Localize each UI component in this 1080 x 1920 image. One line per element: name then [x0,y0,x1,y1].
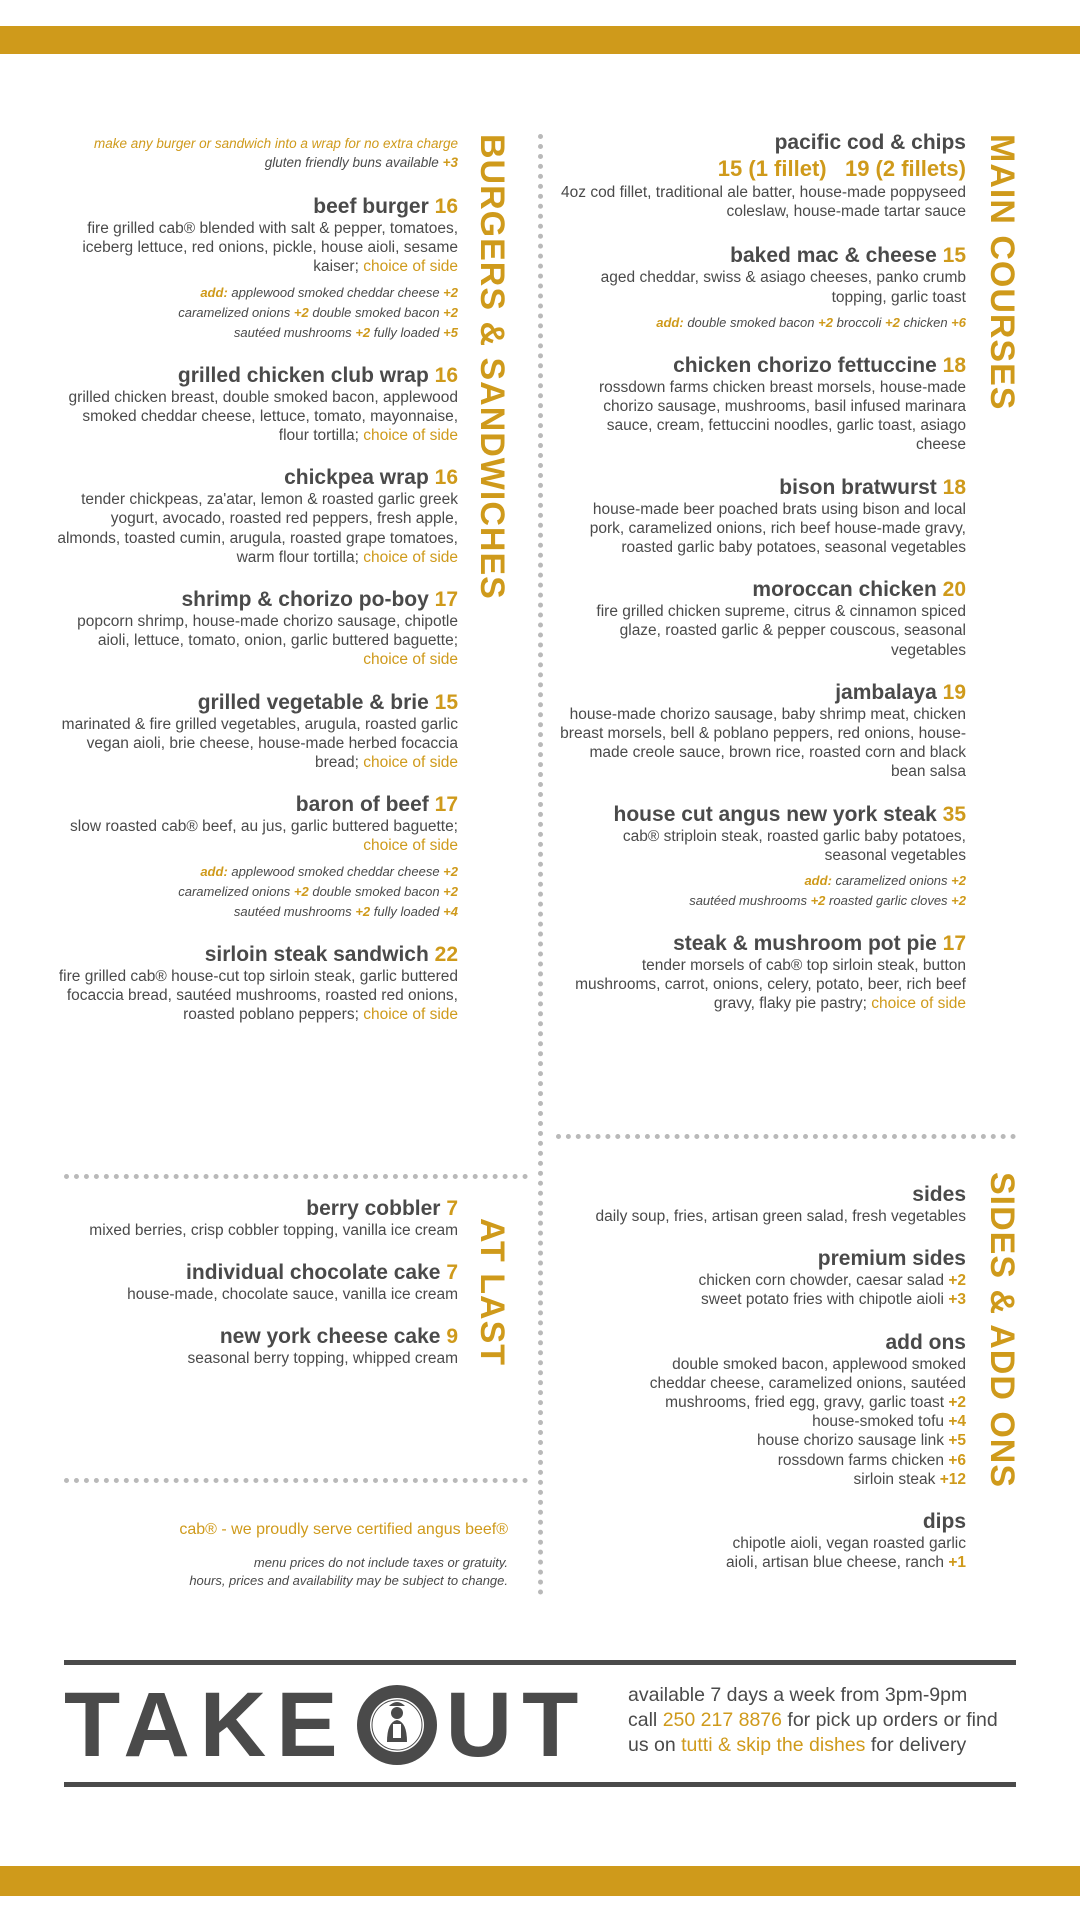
item-title: grilled vegetable & brie [197,690,429,714]
dips-name: dips [922,1510,966,1534]
add-price: +2 [443,863,458,879]
menu-item [50,1260,458,1304]
item-desc-text: tender chickpeas, za'atar, lemon & roasted garlic greek yogurt, avocado, roasted red peppers, fresh apple, almonds, toasted cumin, arugula, roasted grape tomatoes, warm flour tortilla; [57,491,458,566]
add-price: +2 [885,314,900,330]
add-text: sautéed mushrooms [233,324,352,340]
add-text: sautéed mushrooms [689,893,807,909]
menu-item [50,465,458,567]
item-desc [50,1221,458,1240]
price-line [560,1412,966,1431]
item-desc [560,705,966,782]
item-price: 16 [434,466,458,490]
item-desc [50,715,458,773]
choice-of-side: choice of side [871,995,966,1013]
item-name [50,1324,458,1349]
add-line [50,882,458,902]
menu-item [50,1324,458,1368]
takeout-rule-bottom [64,1782,1016,1787]
item-desc-text: popcorn shrimp, house-made chorizo sausage, chipotle aioli, lettuce, tomato, onion, garlic buttered baguette; [77,613,458,650]
item-price: 9 [446,1325,458,1349]
menu-item [560,802,966,911]
price-line-text: house chorizo sausage link [757,1432,944,1450]
item-price: 7 [446,1197,458,1220]
add-label: add: [200,863,228,879]
price-line-text: sirloin steak [853,1470,936,1488]
add-line [50,323,458,343]
price-line [560,1470,966,1489]
item-desc-text: house-made, chocolate sauce, vanilla ice cream [127,1286,458,1304]
burgers-section [50,134,458,1024]
item-desc-text: tender morsels of cab® top sirloin steak, button mushrooms, carrot, onions, celery, potato, beer, rich beef gravy, flaky pie pastry; [575,957,966,1013]
menu-item [560,680,966,782]
item-desc-text: house-made chorizo sausage, baby shrimp meat, chicken breast morsels, bell & poblano peppers, red onions, house-made creole sauce, brown rice, roasted corn and black bean salsa [560,705,966,781]
item-desc [50,817,458,855]
menu-item [50,194,458,343]
item-name [50,194,458,219]
mains-title: MAIN COURSES [983,134,1021,411]
add-text: chicken [903,314,948,330]
add-label: add: [200,284,228,300]
item-desc [50,1285,458,1304]
add-text: applewood smoked cheddar cheese [231,284,440,300]
item-title: house cut angus new york steak [613,802,937,826]
add-price: +2 [355,324,371,340]
mains-section [560,130,966,1014]
add-line [560,871,966,891]
item-desc-text: house-made beer poached brats using bison and local pork, caramelized onions, rich beef house-made gravy, roasted garlic baby potatoes, seasonal vegetables [589,500,966,557]
top-accent-bar [0,26,1080,54]
add-text: double smoked bacon [687,314,815,330]
menu-item [560,353,966,455]
addons-group [560,1330,966,1489]
item-desc [50,1349,458,1368]
choice-of-side: choice of side [363,1006,458,1024]
menu-item [560,243,966,332]
choice-of-side: choice of side [363,258,458,276]
price-line-text: rossdown farms chicken [777,1451,944,1469]
item-desc-text: slow roasted cab® beef, au jus, garlic buttered baguette; [70,818,458,836]
add-text: caramelized onions [178,883,291,899]
add-options [50,862,458,922]
menu-item [50,587,458,670]
item-price: 7 [446,1261,458,1285]
takeout-hours: available 7 days a week from 3pm-9pm [628,1684,968,1706]
add-label: add: [804,873,832,889]
item-title: individual chocolate cake [186,1261,441,1285]
item-desc-text: fire grilled cab® blended with salt & pepper, tomatoes, iceberg lettuce, red onions, pickle, house aioli, sesame kaiser; [82,220,458,276]
choice-of-side: choice of side [363,651,458,669]
price-line-text: mushrooms, fried egg, gravy, garlic toast [665,1394,944,1412]
item-name [50,1196,458,1221]
add-price: +4 [443,903,458,919]
item-title: beef burger [313,195,429,218]
add-price: +6 [951,314,966,330]
item-name [50,942,458,967]
item-name [560,802,966,827]
menu-item [50,363,458,446]
sides-desc: daily soup, fries, artisan green salad, fresh vegetables [595,1208,966,1225]
sides-title: SIDES & ADD ONS [983,1172,1021,1489]
item-desc [560,827,966,865]
item-desc [50,612,458,670]
menu-item [560,130,966,221]
add-options [560,313,966,333]
price-line-price: +4 [948,1413,966,1431]
add-line [560,313,966,333]
item-title: baron of beef [295,793,429,817]
add-line [50,283,458,303]
cod-prices: 15 (1 fillet) 19 (2 fillets) [717,156,966,181]
price-line-price: +12 [939,1470,966,1488]
price-line-price: +3 [948,1291,966,1309]
item-price: 18 [942,475,966,499]
item-title: baked mac & cheese [730,244,937,268]
burgers-title: BURGERS & SANDWICHES [473,134,511,600]
item-name [50,690,458,715]
item-title: chickpea wrap [284,466,429,490]
item-desc-text: rossdown farms chicken breast morsels, house-made chorizo sausage, mushrooms, basil infused marinara sauce, cream, fettuccini noodles, garlic toast, asiago cheese [599,378,966,454]
item-desc-text: mixed berries, crisp cobbler topping, vanilla ice cream [89,1222,458,1239]
add-options [50,283,458,343]
footer-notes [50,1520,508,1590]
price-line [560,1374,966,1393]
addon-lines [560,1355,966,1489]
desserts-section [50,1196,458,1369]
bottom-accent-bar [0,1866,1080,1896]
item-desc [560,268,966,306]
item-price: 35 [942,802,966,826]
takeout-rule-top [64,1660,1016,1665]
choice-of-side: choice of side [363,754,458,772]
item-title: bison bratwurst [779,475,937,499]
price-line-price: +6 [948,1451,966,1469]
left-horizontal-divider-upper [64,1174,528,1180]
takeout-call-line: call 250 217 8876 for pick up orders or find [628,1709,998,1731]
choice-of-side: choice of side [363,427,458,445]
item-price: 20 [942,578,966,602]
gluten-note: gluten friendly buns available +3 [264,155,458,170]
item-desc-text: cab® striploin steak, roasted garlic baby potatoes, seasonal vegetables [622,827,966,864]
item-desc-text: fire grilled chicken supreme, citrus & cinnamon spiced glaze, roasted garlic & pepper couscous, seasonal vegetables [596,603,966,659]
add-price: +2 [951,873,966,889]
add-price: +2 [355,903,371,919]
menu-item [560,577,966,660]
item-desc [560,602,966,660]
item-name [560,243,966,268]
add-text: fully loaded [373,903,440,919]
dips-line2: aioli, artisan blue cheese, ranch +1 [726,1554,966,1572]
item-desc [50,219,458,277]
premium-lines [560,1271,966,1309]
sides-name: sides [912,1183,966,1206]
item-title: sirloin steak sandwich [204,942,429,966]
price-line-text: house-smoked tofu [812,1413,944,1431]
price-line [560,1393,966,1412]
takeout-word-left: TAKE [64,1674,348,1776]
vertical-divider [538,134,544,1596]
right-horizontal-divider [556,1134,1016,1140]
burger-list [50,194,458,1024]
premium-sides-group [560,1246,966,1309]
add-text: applewood smoked cheddar cheese [231,863,440,879]
item-title: moroccan chicken [752,578,937,602]
left-horizontal-divider-lower [64,1478,528,1484]
item-name [50,587,458,612]
item-title: berry cobbler [306,1197,441,1220]
item-price: 17 [434,588,458,612]
choice-of-side: choice of side [363,548,458,566]
add-text: double smoked bacon [312,304,440,320]
dessert-list [50,1196,458,1369]
item-title: shrimp & chorizo po-boy [181,588,429,612]
item-price: 15 [942,244,966,268]
add-text: caramelized onions [178,304,291,320]
dips-line1: chipotle aioli, vegan roasted garlic [732,1535,966,1553]
add-price: +2 [818,314,833,330]
choice-of-side: choice of side [363,837,458,855]
wrap-note: make any burger or sandwich into a wrap for no extra charge [94,136,458,151]
menu-item [560,475,966,558]
item-name [560,475,966,500]
item-name [50,363,458,388]
skip-the-dishes-link[interactable]: skip the dishes [736,1734,866,1756]
add-price: +2 [443,284,458,300]
price-line [560,1290,966,1309]
premium-sides-name: premium sides [817,1247,966,1271]
menu-item [50,792,458,921]
price-line-price: +5 [948,1432,966,1450]
add-line [50,862,458,882]
price-line-text: double smoked bacon, applewood smoked [672,1355,966,1373]
add-price: +2 [951,893,966,909]
menu-item [50,690,458,773]
item-price: 16 [434,195,458,218]
add-text: roasted garlic cloves [829,893,948,909]
item-desc-text: aged cheddar, swiss & asiago cheeses, panko crumb topping, garlic toast [600,269,966,306]
mains-list [560,243,966,1013]
add-price: +2 [443,304,458,320]
item-desc [560,956,966,1014]
add-text: double smoked bacon [312,883,440,899]
price-line-text: chicken corn chowder, caesar salad [698,1272,944,1290]
dips-group [560,1509,966,1572]
item-price: 17 [942,932,966,956]
item-title: grilled chicken club wrap [177,363,429,387]
takeout-heading [64,1674,589,1776]
add-line [50,303,458,323]
item-desc: 4oz cod fillet, traditional ale batter, house-made poppyseed coleslaw, house-made tartar sauce [561,184,966,221]
item-name [50,465,458,490]
price-line-text: cheddar cheese, caramelized onions, sautéed [649,1374,966,1392]
menu-item [50,942,458,1025]
add-line [560,891,966,911]
item-name: pacific cod & chips [774,131,966,154]
item-price: 18 [942,353,966,377]
add-price: +2 [293,883,309,899]
item-price: 17 [434,793,458,817]
cab-note: cab® - we proudly serve certified angus beef® [179,1521,508,1538]
item-desc [50,967,458,1025]
price-line [560,1355,966,1374]
menu-item [560,931,966,1014]
add-text: broccoli [836,314,882,330]
sides-group [560,1182,966,1226]
price-line [560,1431,966,1450]
item-price: 16 [434,363,458,387]
desserts-title: AT LAST [473,1218,511,1367]
add-price: +2 [293,304,309,320]
item-desc-text: seasonal berry topping, whipped cream [187,1350,458,1368]
add-text: sautéed mushrooms [233,903,352,919]
item-price: 19 [942,680,966,704]
item-price: 22 [434,942,458,966]
sides-section [560,1182,966,1572]
item-price: 15 [434,690,458,714]
item-name [50,792,458,817]
add-options [560,871,966,911]
add-line [50,902,458,922]
item-desc-text: fire grilled cab® house-cut top sirloin steak, garlic buttered focaccia bread, sautéed mushrooms, roasted red onions, roasted poblano peppers; [58,967,458,1024]
availability-note: hours, prices and availability may be subject to change. [189,1573,508,1588]
item-desc-text: marinated & fire grilled vegetables, arugula, roasted garlic vegan aioli, brie cheese, house-made herbed focaccia bread; [61,715,458,772]
price-line-price: +2 [948,1394,966,1412]
add-price: +2 [810,893,826,909]
add-text: fully loaded [373,324,440,340]
takeout-info [628,1683,1028,1758]
item-desc [50,388,458,446]
takeout-word-right: UT [445,1674,589,1776]
item-title: steak & mushroom pot pie [673,932,937,956]
takeout-delivery-line: us on tutti & skip the dishes for delivery [628,1734,967,1756]
add-label: add: [656,314,684,330]
price-line [560,1271,966,1290]
item-desc [50,490,458,567]
prices-note: menu prices do not include taxes or gratuity. [253,1555,508,1570]
tutti-link[interactable]: tutti [681,1734,713,1756]
chef-logo-icon [354,1682,440,1768]
item-name [560,680,966,705]
item-desc [560,378,966,455]
item-name [50,1260,458,1285]
add-price: +2 [443,883,458,899]
price-line-price: +2 [948,1272,966,1290]
item-desc [560,500,966,558]
add-price: +5 [443,324,458,340]
item-desc-text: grilled chicken breast, double smoked bacon, applewood smoked cheddar cheese, lettuce, tomato, mayonnaise, flour tortilla; [68,388,458,445]
add-text: caramelized onions [835,873,948,889]
item-title: jambalaya [835,680,937,704]
item-name [560,353,966,378]
phone-link[interactable]: 250 217 8876 [662,1709,782,1731]
price-line-text: sweet potato fries with chipotle aioli [701,1291,944,1309]
item-title: new york cheese cake [219,1325,441,1349]
item-title: chicken chorizo fettuccine [673,353,937,377]
price-line [560,1451,966,1470]
item-name [560,577,966,602]
item-name [560,931,966,956]
addons-name: add ons [885,1330,966,1354]
menu-item [50,1196,458,1240]
